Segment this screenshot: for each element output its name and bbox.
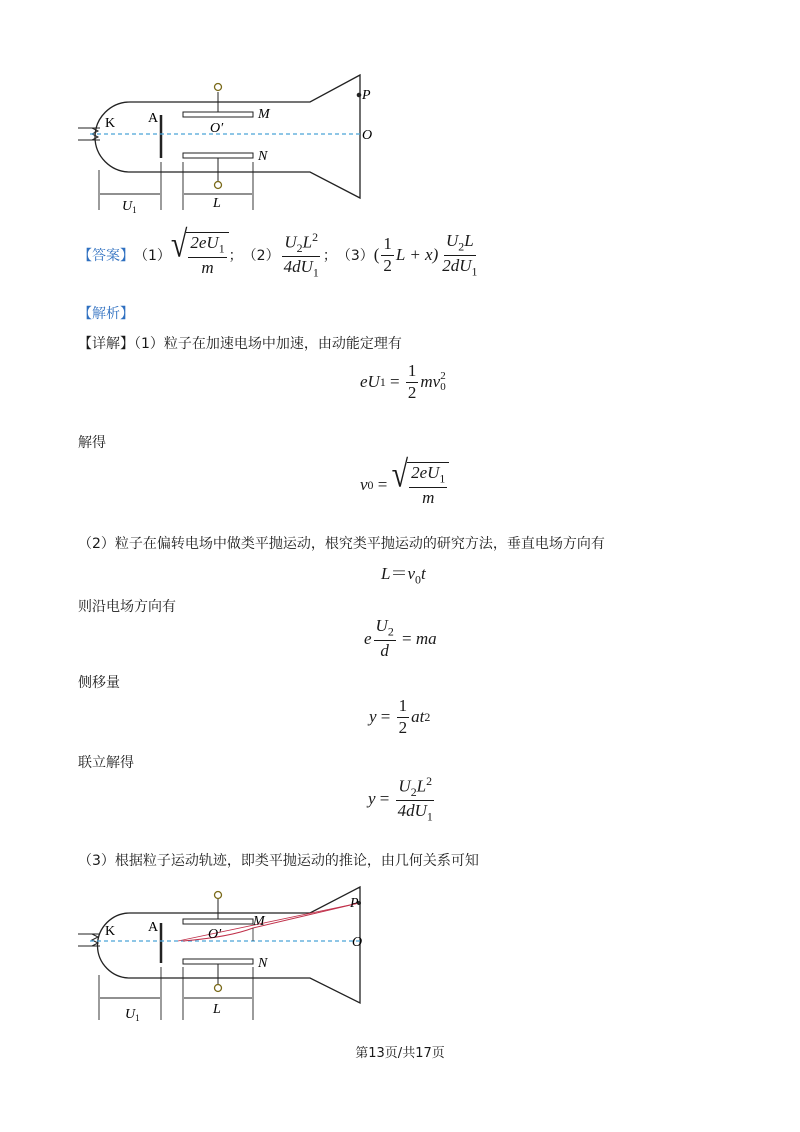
label-O: O [362,128,373,143]
label-A: A [148,111,159,126]
answer-part-3: （3） [336,248,374,264]
label-L: L [213,1002,221,1017]
tube-diagram-2 [70,885,390,1035]
label-P: P [350,896,359,911]
label-L: L [213,196,221,211]
label-A: A [148,920,159,935]
label-M: M [258,107,270,122]
label-K: K [105,116,116,131]
page-footer: 第13页/共17页 [355,1046,445,1061]
equation-5: y = $\frac{1}{2}$ at 2 [369,695,431,737]
label-O-prime: O′ [208,927,222,942]
equation-3: $L=v_0t$ [381,564,426,587]
equation-2: v 0 = √ $\frac{2eU_1}{m}$ [360,460,449,510]
answer-part-2: （2） [242,248,280,264]
answer-part-1: （1） [134,248,171,264]
label-M: M [253,914,265,929]
tube-diagram-1 [70,70,390,220]
label-U1: $U_1$ [125,1007,140,1023]
analysis-tag: 【解析】 [78,306,134,322]
label-N: N [258,956,268,971]
label-N: N [258,149,268,164]
label-U1: $U_1$ [122,199,137,215]
label-O-prime: O′ [210,121,224,136]
label-O: O [352,935,363,950]
label-K: K [105,924,116,939]
answer-tag: 【答案】 [78,248,134,264]
answer-formula-2: $\frac{U_2L^2}{4dU_1}$ [283,229,319,280]
detail-line-7: （3）根据粒子运动轨迹，即类平抛运动的推论，由几何关系可知 [78,853,479,869]
detail-line-4: 则沿电场方向有 [78,599,176,615]
equation-6: y = $\frac{U_2L^2}{4dU_1}$ [368,773,433,824]
label-P: P [362,88,371,103]
detail-line-3: （2）粒子在偏转电场中做类平抛运动，根究类平抛运动的研究方法，垂直电场方向有 [78,536,605,552]
detail-line-5: 侧移量 [78,675,120,691]
answer-line: 【答案】 （1） √ $\frac{2eU_1}{m}$ ； （2） $\frac{U_2L^2}{4dU_1}$ ； （3） ( $\frac{1}{2}$ L + x) $\frac{U_2L}{2dU_1}$ [78,233,481,277]
answer-formula-3: ( $\frac{1}{2}$ L + x) $\frac{U_2L}{2dU_1}$ [373,231,478,278]
detail-line-6: 联立解得 [78,755,134,771]
detail-line-2: 解得 [78,435,106,451]
equation-4: e $\frac{U_2}{d}$ = ma [364,616,437,660]
detail-line-1: 【详解】（1）粒子在加速电场中加速，由动能定理有 [78,336,402,352]
answer-formula-1: √ $\frac{2eU_1}{m}$ [171,232,229,277]
detail-tag: 【详解】 [78,336,134,352]
equation-1: eU 1 = $\frac{1}{2}$ mv 2 0 [360,360,446,402]
